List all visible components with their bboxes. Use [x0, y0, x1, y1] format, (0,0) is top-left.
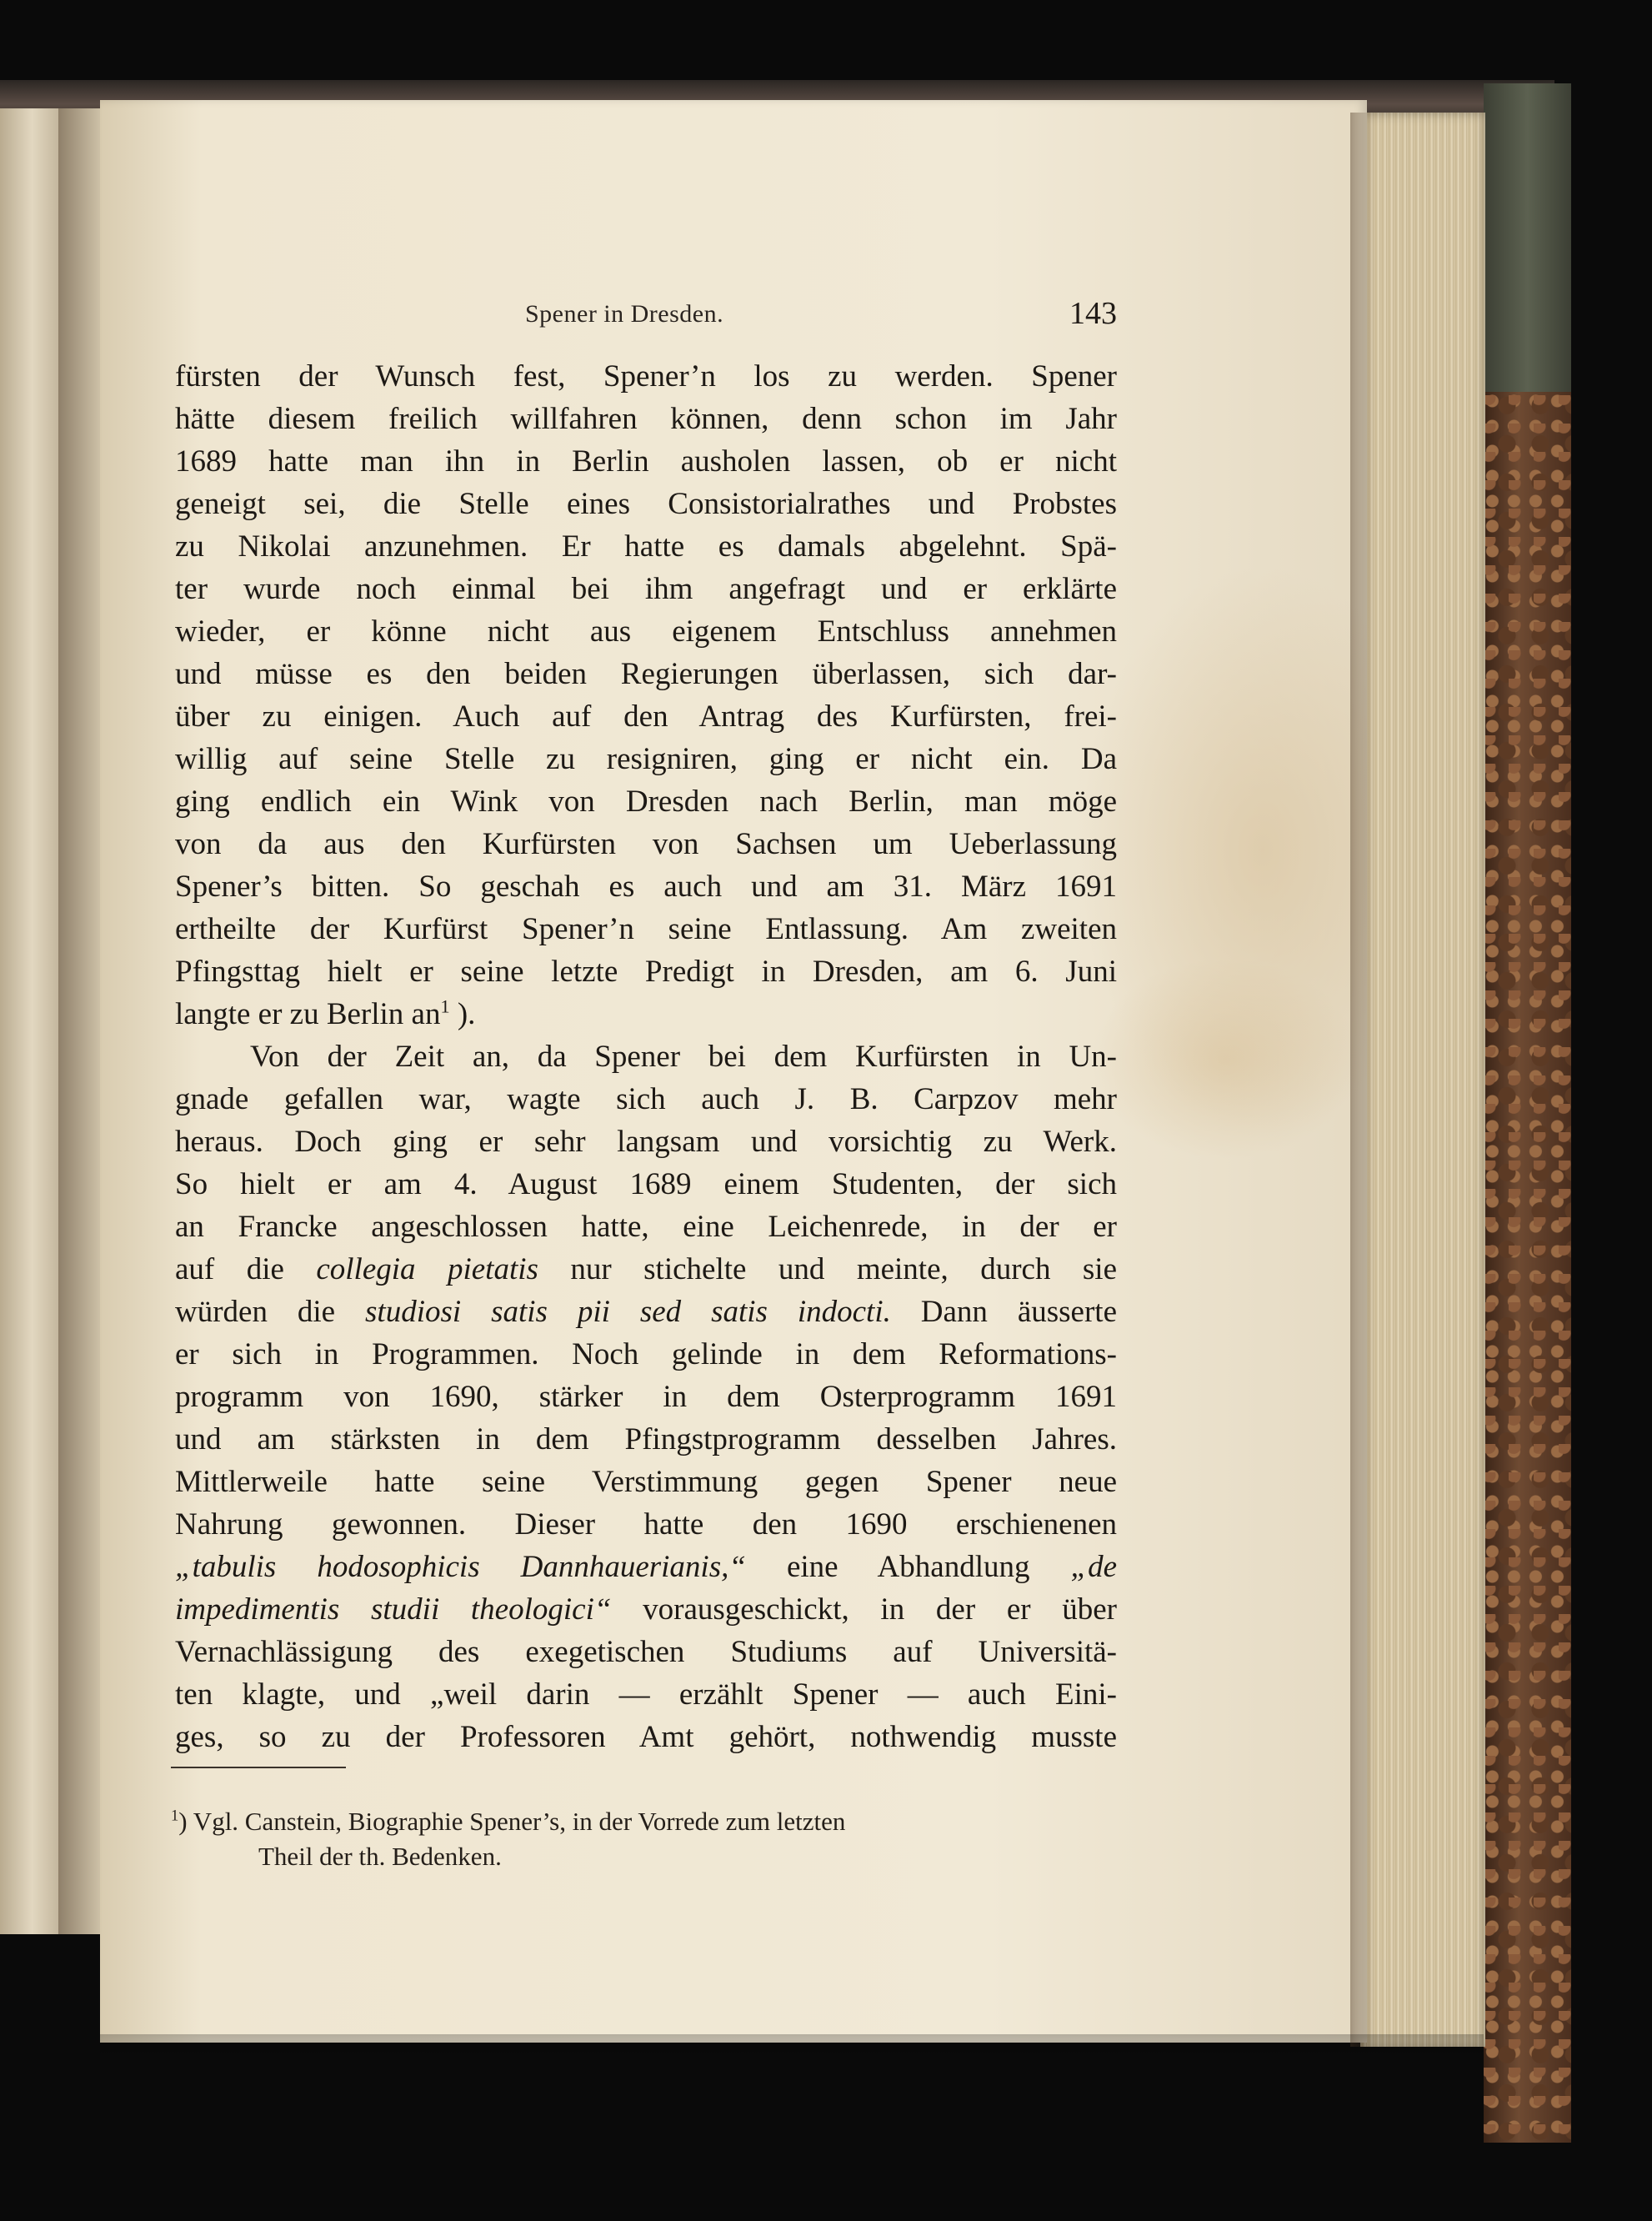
text-line: hätte diesem freilich willfahren können, denn schon im Jahr [175, 402, 1117, 436]
footnote-ref: 1 [440, 995, 450, 1017]
text-line: willig auf seine Stelle zu resigniren, ging er nicht ein. Da [175, 742, 1117, 776]
paragraph-start-line: Von der Zeit an, da Spener bei dem Kurfürsten in Un- [250, 1040, 1117, 1074]
text-line [175, 1291, 1117, 1333]
text-line: Vernachlässigung des exegetischen Studiums auf Universitä- [175, 1635, 1117, 1669]
footnote-line [171, 1804, 1096, 1839]
text-line [175, 993, 1117, 1035]
text-line: von da aus den Kurfürsten von Sachsen um Ueberlassung [175, 827, 1117, 861]
page-number: 143 [1069, 296, 1117, 331]
text-line: So hielt er am 4. August 1689 einem Studenten, der sich [175, 1167, 1117, 1201]
text-line: und am stärksten in dem Pfingstprogramm desselben Jahres. [175, 1422, 1117, 1456]
text-line: gnade gefallen war, wagte sich auch J. B. Carpzov mehr [175, 1082, 1117, 1116]
text-line: Nahrung gewonnen. Dieser hatte den 1690 erschienenen [175, 1507, 1117, 1542]
text-line: über zu einigen. Auch auf den Antrag des Kurfürsten, frei- [175, 699, 1117, 734]
text-line [175, 1588, 1117, 1631]
text-line: er sich in Programmen. Noch gelinde in dem Reformations- [175, 1337, 1117, 1371]
text-line: geneigt sei, die Stelle eines Consistorialrathes und Probstes [175, 487, 1117, 521]
italic-latin: „tabulis hodosophicis Dannhauerianis,“ [175, 1550, 746, 1584]
italic-latin: „de [1070, 1550, 1117, 1584]
footnote-rule [171, 1767, 346, 1768]
italic-latin: collegia pietatis [316, 1252, 538, 1286]
text-line: wieder, er könne nicht aus eigenem Entschluss annehmen [175, 614, 1117, 649]
marbled-cover [1484, 83, 1571, 2143]
text-line: ging endlich ein Wink von Dresden nach Berlin, man möge [175, 785, 1117, 819]
text-line: 1689 hatte man ihn in Berlin ausholen lassen, ob er nicht [175, 444, 1117, 479]
page-edges [1360, 113, 1485, 2047]
italic-latin: studiosi satis pii sed satis indocti. [365, 1295, 891, 1329]
text-segment: langte er zu Berlin an [175, 997, 441, 1031]
text-line: ter wurde noch einmal bei ihm angefragt und er erklärte [175, 572, 1117, 606]
footnote-text: ) Vgl. Canstein, Biographie Spener’s, in der Vorrede zum letzten [178, 1807, 846, 1836]
text-segment: Dann äusserte [890, 1295, 1117, 1329]
text-line: ten klagte, und „weil darin — erzählt Spener — auch Eini- [175, 1677, 1117, 1712]
text-line: Spener’s bitten. So geschah es auch und am 31. März 1691 [175, 870, 1117, 904]
text-segment: vorausgeschickt, in der er über [611, 1592, 1117, 1627]
footnote-marker: 1 [171, 1807, 179, 1825]
text-line: an Francke angeschlossen hatte, eine Leichenrede, in der er [175, 1210, 1117, 1244]
page-bottom-shadow [100, 2034, 1484, 2059]
italic-latin: impedimentis studii theologici“ [175, 1592, 612, 1627]
body-text [175, 355, 1117, 1758]
text-line: ertheilte der Kurfürst Spener’n seine Entlassung. Am zweiten [175, 912, 1117, 946]
text-line: programm von 1690, stärker in dem Osterprogramm 1691 [175, 1380, 1117, 1414]
text-line [175, 1546, 1117, 1588]
text-line: Pfingsttag hielt er seine letzte Predigt in Dresden, am 6. Juni [175, 955, 1117, 989]
text-line [175, 1248, 1117, 1291]
left-page-edge [0, 108, 58, 1934]
cloth-spine-corner [1484, 83, 1571, 392]
text-segment: ). [449, 997, 476, 1031]
text-line: und müsse es den beiden Regierungen überlassen, sich dar- [175, 657, 1117, 691]
text-segment: auf die [175, 1252, 317, 1286]
page-edge-shadow [1350, 113, 1375, 2047]
text-segment: würden die [175, 1295, 366, 1329]
text-line: fürsten der Wunsch fest, Spener’n los zu werden. Spener [175, 359, 1117, 394]
page-header [175, 296, 1117, 342]
footnotes [171, 1804, 1096, 1874]
footnote-line: Theil der th. Bedenken. [258, 1842, 502, 1871]
text-segment: eine Abhandlung [745, 1550, 1071, 1584]
text-line: ges, so zu der Professoren Amt gehört, nothwendig musste [175, 1720, 1117, 1754]
running-head: Spener in Dresden. [525, 300, 724, 328]
text-segment: nur stichelte und meinte, durch sie [538, 1252, 1117, 1286]
text-line: Mittlerweile hatte seine Verstimmung gegen Spener neue [175, 1465, 1117, 1499]
text-line: zu Nikolai anzunehmen. Er hatte es damals abgelehnt. Spä- [175, 529, 1117, 564]
text-line: heraus. Doch ging er sehr langsam und vorsichtig zu Werk. [175, 1125, 1117, 1159]
